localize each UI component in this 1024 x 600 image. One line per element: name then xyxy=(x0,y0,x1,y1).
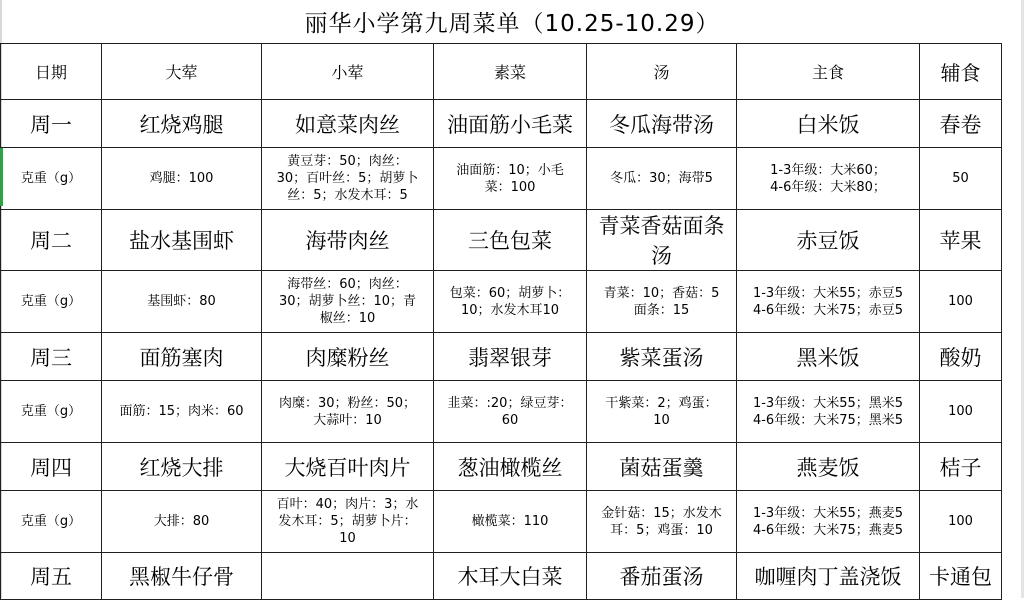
dish-cell-soup[interactable]: 冬瓜海带汤 xyxy=(587,100,737,148)
weight-text-line: 包菜：60；胡萝卜： xyxy=(449,285,571,301)
dish-cell-main-meat[interactable]: 黑椒牛仔骨 xyxy=(102,553,262,600)
dish-cell-snack[interactable]: 春卷 xyxy=(920,100,1002,148)
dish-cell-side-meat[interactable]: 海带肉丝 xyxy=(262,210,434,271)
day-name-cell[interactable]: 周三 xyxy=(1,333,102,381)
weight-text-line: 面筋：15；肉米：60 xyxy=(119,404,244,419)
weight-text-line: 100 xyxy=(948,514,973,529)
cell-selection-marker xyxy=(0,148,3,206)
weight-cell-main-meat[interactable] xyxy=(102,148,262,210)
weight-text-line: 4-6年级：大米75；赤豆5 xyxy=(752,302,904,318)
day-row xyxy=(1,100,1002,148)
weight-text-line: 椒丝：10 xyxy=(319,311,376,326)
title-bar xyxy=(0,0,1024,43)
dish-cell-staple[interactable]: 咖喱肉丁盖浇饭 xyxy=(737,553,920,600)
dish-cell-soup[interactable]: 青菜香菇面条汤 xyxy=(587,210,737,271)
dish-cell-snack[interactable]: 桔子 xyxy=(920,443,1002,491)
weight-text-line: 4-6年级：大米75；黑米5 xyxy=(752,412,904,428)
weight-text-line: 100 xyxy=(948,404,973,419)
dish-cell-vegetable[interactable]: 木耳大白菜 xyxy=(434,553,587,600)
dish-cell-main-meat[interactable]: 面筋塞肉 xyxy=(102,333,262,381)
dish-cell-staple[interactable]: 黑米饭 xyxy=(737,333,920,381)
weight-cell-staple[interactable] xyxy=(737,148,920,210)
weight-text-line: 油面筋：10；小毛 xyxy=(456,162,564,178)
dish-cell-main-meat[interactable]: 红烧鸡腿 xyxy=(102,100,262,148)
dish-cell-soup[interactable]: 菌菇蛋羹 xyxy=(587,443,737,491)
weight-text-line: 基围虾：80 xyxy=(147,294,216,309)
dish-cell-soup[interactable]: 番茄蛋汤 xyxy=(587,553,737,600)
day-row xyxy=(1,443,1002,491)
weight-cell-snack[interactable] xyxy=(920,381,1002,443)
weight-row xyxy=(1,381,1002,443)
dish-cell-snack[interactable]: 苹果 xyxy=(920,210,1002,271)
weight-text-line: 100 xyxy=(948,294,973,309)
weight-cell-main-meat[interactable] xyxy=(102,381,262,443)
weight-text-line: 1-3年级：大米55；燕麦5 xyxy=(752,505,904,521)
weight-text-line: 冬瓜：30；海带5 xyxy=(610,171,713,186)
dish-cell-vegetable[interactable]: 油面筋小毛菜 xyxy=(434,100,587,148)
weight-cell-side-meat[interactable] xyxy=(262,491,434,553)
dish-cell-side-meat[interactable]: 肉糜粉丝 xyxy=(262,333,434,381)
dish-cell-vegetable[interactable]: 三色包菜 xyxy=(434,210,587,271)
weight-text-line: 10 xyxy=(339,531,356,546)
weight-text-line: 10；水发木耳10 xyxy=(460,302,560,318)
weight-row xyxy=(1,491,1002,553)
weight-cell-main-meat[interactable] xyxy=(102,271,262,333)
weight-text-line: 1-3年级：大米60； xyxy=(770,162,886,178)
weight-cell-soup[interactable] xyxy=(587,271,737,333)
weight-text-line: 4-6年级：大米75；燕麦5 xyxy=(752,522,904,538)
header-side-meat[interactable]: 小荤 xyxy=(262,44,434,100)
weight-cell-vegetable[interactable] xyxy=(434,491,587,553)
weight-text-line: 橄榄菜：110 xyxy=(471,514,549,529)
weight-text-line: 肉糜：30；粉丝：50； xyxy=(278,395,417,411)
weight-text-line: 菜：100 xyxy=(484,179,536,195)
weight-text-line: 大排：80 xyxy=(153,514,210,529)
weight-text-line: 发木耳：5；胡萝卜片： xyxy=(278,514,417,529)
header-vegetable[interactable]: 素菜 xyxy=(434,44,587,100)
weight-cell-main-meat[interactable] xyxy=(102,491,262,553)
weight-row xyxy=(1,271,1002,333)
weight-text-line: 耳：5；鸡蛋：10 xyxy=(610,522,713,538)
weight-label-cell[interactable]: 克重（g） xyxy=(1,491,102,553)
weight-row xyxy=(1,148,1002,210)
weight-text-line: 干紫菜：2；鸡蛋： xyxy=(605,395,718,411)
weight-cell-soup[interactable] xyxy=(587,381,737,443)
menu-title: 丽华小学第九周菜单（10.25-10.29） xyxy=(304,11,720,37)
weight-label-cell[interactable]: 克重（g） xyxy=(1,148,102,210)
weight-text-line: 4-6年级：大米80； xyxy=(770,179,886,195)
dish-cell-side-meat[interactable]: 如意菜肉丝 xyxy=(262,100,434,148)
weight-cell-vegetable[interactable] xyxy=(434,271,587,333)
dish-cell-main-meat[interactable]: 红烧大排 xyxy=(102,443,262,491)
weight-text-line: 1-3年级：大米55；黑米5 xyxy=(752,395,904,411)
dish-cell-vegetable[interactable]: 葱油橄榄丝 xyxy=(434,443,587,491)
weight-cell-side-meat[interactable] xyxy=(262,271,434,333)
weight-cell-soup[interactable] xyxy=(587,148,737,210)
weight-cell-staple[interactable] xyxy=(737,271,920,333)
weight-text-line: 1-3年级：大米55；赤豆5 xyxy=(752,285,904,301)
day-row xyxy=(1,210,1002,271)
weight-cell-staple[interactable] xyxy=(737,491,920,553)
header-main-meat[interactable]: 大荤 xyxy=(102,44,262,100)
weight-text-line: 百叶：40；肉片：3；水 xyxy=(276,497,419,512)
dish-cell-soup[interactable]: 紫菜蛋汤 xyxy=(587,333,737,381)
dish-cell-staple[interactable]: 赤豆饭 xyxy=(737,210,920,271)
weight-text-line: 丝：5；水发木耳：5 xyxy=(287,188,408,203)
weight-label-cell[interactable]: 克重（g） xyxy=(1,381,102,443)
weight-text-line: 黄豆芽：50；肉丝： xyxy=(287,154,408,169)
weight-cell-vegetable[interactable] xyxy=(434,148,587,210)
weight-text-line: 韭菜：:20；绿豆芽： xyxy=(447,395,573,411)
weight-text-line: 10 xyxy=(653,412,670,428)
day-name-cell[interactable]: 周一 xyxy=(1,100,102,148)
weight-cell-snack[interactable] xyxy=(920,148,1002,210)
weight-text-line: 金针菇：15；水发木 xyxy=(601,505,722,521)
dish-cell-staple[interactable]: 白米饭 xyxy=(737,100,920,148)
header-soup[interactable]: 汤 xyxy=(587,44,737,100)
weight-text-line: 面条：15 xyxy=(633,302,690,318)
weight-cell-snack[interactable] xyxy=(920,271,1002,333)
header-staple[interactable]: 主食 xyxy=(737,44,920,100)
day-name-cell[interactable]: 周二 xyxy=(1,210,102,271)
dish-cell-side-meat[interactable] xyxy=(262,553,434,600)
day-row xyxy=(1,333,1002,381)
day-row xyxy=(1,553,1002,600)
dish-cell-snack[interactable]: 酸奶 xyxy=(920,333,1002,381)
weight-text-line: 海带丝：60；肉丝： xyxy=(287,277,408,292)
weight-cell-staple[interactable] xyxy=(737,381,920,443)
weight-text-line: 大蒜叶：10 xyxy=(313,412,382,428)
day-name-cell[interactable]: 周五 xyxy=(1,553,102,600)
header-date[interactable]: 日期 xyxy=(1,44,102,100)
weekly-menu-table xyxy=(0,43,1002,600)
weight-text-line: 青菜：10；香菇：5 xyxy=(603,285,720,301)
dish-cell-snack[interactable]: 卡通包 xyxy=(920,553,1002,600)
weight-text-line: 60 xyxy=(501,412,519,428)
weight-text-line: 鸡腿：100 xyxy=(149,171,214,186)
dish-cell-side-meat[interactable]: 大烧百叶肉片 xyxy=(262,443,434,491)
dish-cell-staple[interactable]: 燕麦饭 xyxy=(737,443,920,491)
weight-label-cell[interactable]: 克重（g） xyxy=(1,271,102,333)
weight-cell-side-meat[interactable] xyxy=(262,148,434,210)
weight-cell-side-meat[interactable] xyxy=(262,381,434,443)
header-row xyxy=(1,44,1002,100)
weight-cell-snack[interactable] xyxy=(920,491,1002,553)
weight-text-line: 30；胡萝卜丝：10；青 xyxy=(278,294,417,309)
dish-cell-main-meat[interactable]: 盐水基围虾 xyxy=(102,210,262,271)
weight-cell-vegetable[interactable] xyxy=(434,381,587,443)
weight-text-line: 50 xyxy=(952,171,969,186)
header-snack[interactable]: 辅食 xyxy=(920,44,1002,100)
weight-cell-soup[interactable] xyxy=(587,491,737,553)
dish-cell-vegetable[interactable]: 翡翠银芽 xyxy=(434,333,587,381)
weight-text-line: 30；百叶丝：5；胡萝卜 xyxy=(276,171,419,186)
day-name-cell[interactable]: 周四 xyxy=(1,443,102,491)
